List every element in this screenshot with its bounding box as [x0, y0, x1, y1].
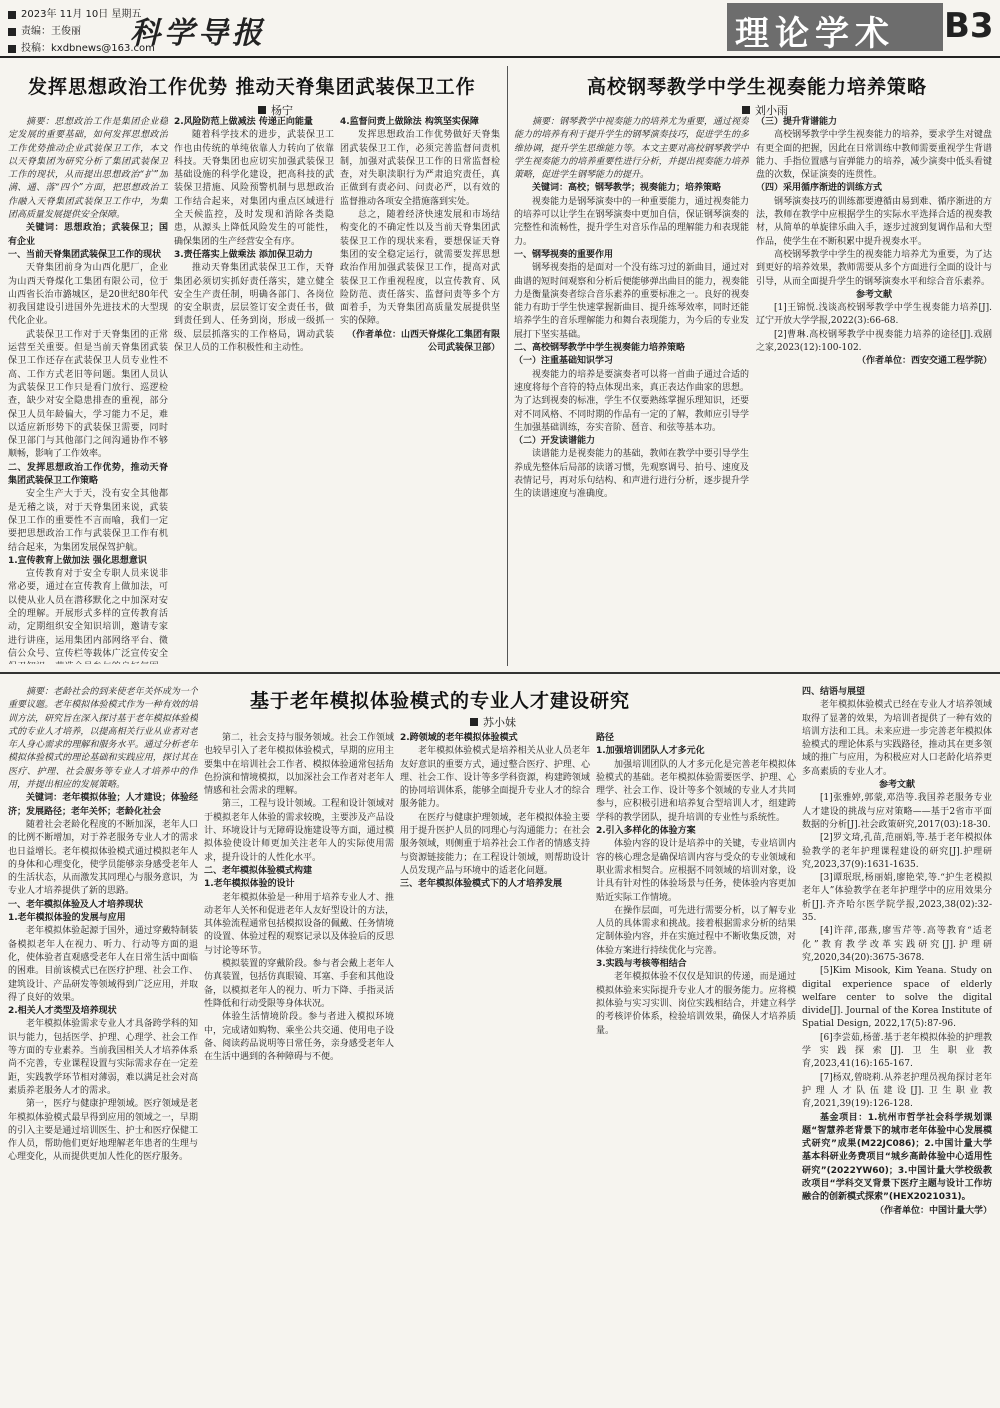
- article2-reference: [2]曹琳.高校钢琴教学中视奏能力培养的途径[J].戏剧之家,2023(12):100-102.: [756, 329, 992, 354]
- article2-paragraph: 高校钢琴教学中学生的视奏能力培养尤为重要，为了达到更好的培养效果，教师需要从多个方面进行全面的设计与引导，从而全面提升学生的钢琴演奏水平和综合音乐素养。: [756, 249, 992, 287]
- article3-reference: [6]李尝茹,杨蕾.基于老年模拟体验的护理教学实践探索[J].卫生职业教育,2023,41(16):165-167.: [802, 1032, 992, 1070]
- article3-paragraph: 体验生活情境阶段。参与者进入模拟环境中，完成诸如购物、乘坐公共交通、使用电子设备、阅读药品说明等日常任务，亲身感受老年人在生活中遇到的各种障碍与不便。: [204, 1012, 394, 1063]
- article2-heading: （三）提升背谱能力: [756, 117, 838, 127]
- article2-references-title: 参考文献: [855, 289, 892, 300]
- square-bullet-icon: [470, 718, 478, 726]
- article3-section2: 二、老年模拟体验模式构建: [204, 865, 313, 876]
- square-bullet-icon: [742, 106, 750, 114]
- article3-paragraph: 老年模拟体验是一种用于培养专业人才、推动老年人关怀和促进老年人友好型设计的方法，其体验流程通常包括模拟设备的佩戴、任务情境的设置、体验过程的观察记录以及体验后的反思与讨论等环节。: [204, 892, 394, 956]
- article3-paragraph: 老年模拟体验需求专业人才具备跨学科的知识与能力，包括医学、护理、心理学、社会工作等方面的专业素养。当前我国相关人才培养体系尚不完善，专业课程设置与实际需求存在一定差距，实践教学环节相对薄弱，难以满足社会对高素质养老服务人才的需求。: [8, 1019, 198, 1096]
- square-bullet-icon: [8, 28, 16, 36]
- article2-section1: 一、钢琴视奏的重要作用: [514, 249, 614, 260]
- article3-paragraph: 老年模拟体验不仅仅是知识的传递，而是通过模拟体验来实际提升专业人才的服务能力。应将模拟体验与实习实训、岗位实践相结合，并建立科学的考核评价体系，检验培训效果，确保人才培养质量。: [596, 972, 796, 1036]
- article1-heading: 2.风险防范上做减法 传递正向能量: [174, 117, 313, 127]
- article2-col2: [756, 116, 992, 664]
- article3-heading: 1.加强培训团队人才多元化: [596, 746, 705, 757]
- article3-paragraph: 在操作层面，可先进行需要分析，以了解专业人员的具体需求和挑战。接着根据需求分析的结果定制体验内容，并在实施过程中不断收集反馈，对体验方案进行持续优化与完善。: [596, 905, 796, 956]
- article1-section2: 二、发挥思想政治工作优势，推动天脊集团武装保卫工作策略: [8, 462, 168, 487]
- article3-section3-cont: 路径: [596, 733, 615, 743]
- article3-abstract: 摘要：老龄社会的到来使老年关怀成为一个重要议题。老年模拟体验模式作为一种有效的培训方法，研究旨在深入探讨基于老年模拟体验模式的专业人才培养，以提高相关行业从业者对老年人身心需求的理解和服务水平。通过分析老年模拟体验模式的理论基础和实践应用，探讨其在医疗、护理、社会服务等专业人才培养中的作用，并提出相应的发展策略。: [8, 687, 198, 791]
- article3-paragraph: 模拟装置的穿戴阶段。参与者会戴上老年人仿真装置，包括仿真眼镜、耳塞、手套和其他设备，以模拟老年人的视力、听力下降、手指灵活性降低和行动受限等身体状况。: [204, 959, 394, 1009]
- article3-reference: [4]许萍,邵燕,廖雪芹等.高等教育“适老化”教育教学改革实践研究[J].护理研究,2020,34(20):3675-3678.: [802, 926, 992, 963]
- article3-section4: 四、结语与展望: [802, 687, 866, 697]
- article2-section2: 二、高校钢琴教学中学生视奏能力培养策略: [514, 343, 686, 354]
- article1-title: 发挥思想政治工作优势 推动天脊集团武装保卫工作: [28, 76, 476, 98]
- article2-affiliation: （作者单位：西安交通工程学院）: [856, 356, 992, 367]
- article1-affiliation: （作者单位：山西天脊煤化工集团有限公司武装保卫部）: [346, 329, 500, 354]
- article1-col2: [174, 116, 334, 664]
- article3-paragraph: 第三，工程与设计领域。工程和设计领域对于模拟老年人体验的需求较晚，主要涉及产品设计、环境设计与无障碍设施建设等方面，通过模拟体验使设计师更加关注老年人的实际使用需求，提升设计的人性化水平。: [204, 799, 394, 863]
- article3-paragraph: 老年模拟体验模式已经在专业人才培养领域取得了显著的效果，为培训者提供了一种有效的培训方法和工具。未来应进一步完善老年模拟体验模式的理论体系与实践路径，推动其在更多领域的推广与应用，为积极应对人口老龄化培养更多高素质的专业人才。: [802, 700, 992, 777]
- article1-col1: [8, 116, 168, 664]
- article2-paragraph: 视奏能力是钢琴演奏中的一种重要能力，通过视奏能力的培养可以让学生在钢琴演奏中更加自信，保证钢琴演奏的完整性和流畅性，提升学生对音乐作品的理解能力和表现能力。: [514, 196, 749, 247]
- article3-col2: [204, 732, 394, 1402]
- article2-author: 刘小雨: [755, 104, 788, 117]
- column-divider: [507, 66, 508, 666]
- article1-paragraph: 安全生产大于天，没有安全其他都是无稽之谈，对于天脊集团来说，武装保卫工作的重要性不言而喻，我们一定要把思想政治工作与武装保卫工作有机结合起来，为集团发展保驾护航。: [8, 489, 168, 553]
- article2-paragraph: 读谱能力是视奏能力的基础，教师在教学中要引导学生养成先整体后局部的读谱习惯，先观察调号、拍号、速度及表情记号，再对乐句结构、和声进行进行分析，逐步提升学生的读谱速度与准确度。: [514, 449, 749, 500]
- article2-heading: （二）开发读谱能力: [514, 436, 596, 447]
- article2-heading: （四）采用循序渐进的训练方式: [756, 183, 883, 194]
- article2-heading: （一）注重基础知识学习: [514, 356, 614, 367]
- article3-paragraph: 随着社会老龄化程度的不断加深，老年人口的比例不断增加，对于养老服务专业人才的需求也日益增长。老年模拟体验模式通过模拟老年人的身体和心理变化，使学员能够亲身感受老年人的生活状态，从而激发其同理心与服务意识，为专业人才培养提供了新的思路。: [8, 819, 198, 897]
- article3-paragraph: 加强培训团队的人才多元化是完善老年模拟体验模式的基础。老年模拟体验需要医学、护理、心理学、社会工作、设计等多个领域的专业人才共同参与，应积极引进和培养复合型培训人才，组建跨学科的教学团队，提升培训的专业性与系统性。: [596, 759, 796, 823]
- section-divider: [0, 672, 1000, 674]
- article2-title: 高校钢琴教学中学生视奏能力培养策略: [587, 76, 928, 98]
- article3-paragraph: 第二，社会支持与服务领域。社会工作领域也较早引入了老年模拟体验模式，早期的应用主要集中在培训社会工作者、模拟体验通常包括角色扮演和情境模拟，以加深社会工作者对老年人情感和社会需求的理解。: [204, 733, 394, 797]
- article1-heading: 4.监督问责上做除法 构筑坚实保障: [340, 117, 479, 127]
- page-number: B3: [944, 6, 994, 46]
- article3-heading: 3.实践与考核等相结合: [596, 959, 687, 970]
- section-title: 理论学术: [735, 14, 895, 54]
- article1-keywords: 关键词：思想政治；武装保卫；国有企业: [8, 223, 168, 247]
- paper-logo: 科学导报: [130, 16, 266, 51]
- article1-paragraph: 总之，随着经济快速发展和市场结构变化的不确定性以及当前天脊集团武装保卫工作的现状来看，要想保证天脊集团的安全稳定运行，就需要发挥思想政治作用加强武装保卫工作，提高对武装保卫工作重视程度，以宣传教育、风险防范、责任落实、监督问责等多个方面着手，为天脊集团高质量发展提供坚实的保障。: [340, 210, 500, 327]
- article3-heading: 2.引入多样化的体验方案: [596, 826, 696, 837]
- article1-section1: 一、当前天脊集团武装保卫工作的现状: [8, 249, 162, 260]
- article1-abstract: 摘要：思想政治工作是集团企业稳定发展的重要基础，如何发挥思想政治工作优势推动企业武装保卫工作，本文以天脊集团为研究分析了集团武装保卫工作的现状，从而提出思想政治“扩”加满、通、落“四个”方面，把思想政治工作融入天脊集团武装保卫工作中，为集团高质量发展提供安全保障。: [8, 117, 168, 221]
- article1-col3: [340, 116, 500, 664]
- article3-reference: [3]谭珉珉,杨丽娟,廖艳荣,等.“护生老模拟老年人”体验教学在老年护理学中的应用效果分析[J].齐齐哈尔医学院学报,2023,38(02):32-35.: [802, 873, 992, 924]
- article1-paragraph: 发挥思想政治工作优势做好天脊集团武装保卫工作，必须完善监督问责机制，加强对武装保卫工作的日常监督检查，对失职渎职行为严肃追究责任，真正做到有责必问、问责必严，以有效的监督推动各项安全措施落到实处。: [340, 130, 500, 207]
- article3-reference: [7]杨双,曾晓莉.从养老护理员视角探讨老年护理人才队伍建设[J].卫生职业教育,2021,39(19):126-128.: [802, 1072, 992, 1110]
- article1-paragraph: 天脊集团前身为山西化肥厂，企业为山西天脊煤化工集团有限公司，位于山西省长治市潞城区，是20世纪80年代初我国建设引进国外先进技术的大型现代化企业。: [8, 263, 168, 327]
- article3-references-title: 参考文献: [878, 780, 915, 791]
- article3-fund: 基金项目：1.杭州市哲学社会科学规划课题“智慧养老背景下的城市老年体验中心发展模式研究”成果(M22JC086)；2.中国计量大学基本科研业务费项目“城乡高龄体验中心适用性研究”(2022YW60)；3.中国计量大学校级教改项目“学科交叉背景下医疗主题与设计工作坊融合的创新模式探索”(HEX2021031)。: [802, 1112, 992, 1203]
- article3-section1: 一、老年模拟体验及人才培养现状: [8, 899, 144, 910]
- square-bullet-icon: [8, 11, 16, 19]
- email-line: 投稿：kxdbnews@163.com: [21, 43, 155, 54]
- issue-date: 2023年 11月 10日 星期五: [21, 9, 142, 20]
- article3-reference: [2]罗文琦,孔苗,范丽娟,等.基于老年模拟体验教学的老年护理课程建设的研究[J].护理研究,2023,37(9):1631-1635.: [802, 833, 992, 870]
- article3-heading: 1.老年模拟体验的设计: [204, 879, 295, 890]
- article3-heading: 2.跨领域的老年模拟体验模式: [400, 733, 518, 743]
- article3-col3: [400, 732, 590, 1402]
- article3-title: 基于老年模拟体验模式的专业人才建设研究: [250, 690, 631, 712]
- article3-reference: [1]张雅婷,郭蒙,邓浩等.我国养老服务专业人才建设的挑战与应对策略——基于2省市平面数据的分析[J].社会政策研究,2017(03):18-30.: [802, 793, 992, 830]
- article2-reference: [1]王锦悦.浅谈高校钢琴教学中学生视奏能力培养[J].辽宁开放大学学报,2022(3):66-68.: [756, 303, 992, 327]
- article3-keywords: 关键词：老年模拟体验；人才建设；体验经济；发展路径；老年关怀；老龄化社会: [8, 793, 198, 817]
- editor-line: 责编：王俊丽: [21, 26, 81, 37]
- article2-paragraph: 视奏能力的培养是要演奏者可以将一首曲子通过合适的速度将每个音符的特点体现出来，真正表达作曲家的思想。为了达到视奏的标准，学生不仅要熟练掌握乐理知识，还要对不同风格、不同时期的作品有一定的了解，教师应引导学生加强基础训练，夯实音阶、琶音、和弦等基本功。: [514, 369, 749, 433]
- article2-keywords: 关键词：高校；钢琴教学；视奏能力；培养策略: [532, 183, 722, 194]
- article3-paragraph: 老年模拟体验模式是培养相关从业人员老年友好意识的重要方式，通过整合医疗、护理、心理、社会工作、设计等多学科资源，构建跨领域的协同培训体系，能够全面提升专业人才的综合服务能力。: [400, 746, 590, 810]
- article1-paragraph: 推动天脊集团武装保卫工作，天脊集团必须切实抓好责任落实，建立健全安全生产责任制，明确各部门、各岗位的安全职责，层层签订安全责任书，做到责任到人、任务到岗，形成一级抓一级、层层抓落实的工作格局，调动武装保卫人员的工作积极性和主动性。: [174, 263, 334, 354]
- article1-paragraph: 随着科学技术的进步，武装保卫工作也由传统的单纯依靠人力转向了依靠科技。天脊集团也应切实加强武装保卫基础设施的科学化建设，把高科技的武装保卫措施、风险预警机制与思想政治工作结合起来，对集团内重点区域进行全天候监控，及时发现和消除各类隐患，从源头上降低风险发生的可能性，确保集团的生产经营安全有序。: [174, 130, 334, 247]
- masthead-rule: [0, 56, 1000, 58]
- article3-paragraph: 老年模拟体验起源于国外，通过穿戴特制装备模拟老年人在视力、听力、行动等方面的退化，使体验者直观感受老年人在日常生活中面临的困难。目前该模式已在医疗护理、社会工作、建筑设计、产品研发等领域得到广泛应用，并取得了良好的效果。: [8, 926, 198, 1003]
- article2-col1: [514, 116, 749, 664]
- article3-reference: [5]Kim Misook, Kim Yeana. Study on digital experience space of elderly welfare center to solve the digital divide[J]. Journal of the Korea Institute of Spatial Design, 2022,17(5):87-96.: [802, 966, 992, 1030]
- article3-col4: [596, 732, 796, 1402]
- article3-paragraph: 在医疗与健康护理领域，老年模拟体验主要用于提升医护人员的同理心与沟通能力；在社会服务领域，则侧重于培养社会工作者的情感支持与资源链接能力；在工程设计领域，则帮助设计人员发现产品与环境中的适老化问题。: [400, 812, 590, 876]
- article2-paragraph: 钢琴视奏指的是面对一个没有练习过的新曲目，通过对曲谱的短时间观察和分析后便能够弹出曲目的能力，视奏能力是衡量演奏者综合音乐素养的重要标准之一。良好的视奏能力有助于学生快速掌握新曲目、提升练琴效率，同时还能培养学生的音乐理解能力和舞台表现能力，为今后的专业发展打下坚实基础。: [514, 263, 749, 340]
- masthead: [0, 0, 1000, 62]
- article3-col5: [802, 686, 992, 1402]
- article3-paragraph: 第一，医疗与健康护理领域。医疗领域是老年模拟体验模式最早得到应用的领域之一，早期的引入主要是通过培训医生、护士和医疗保健工作人员，帮助他们更好地理解老年患者的生理与心理变化，从而提供更加人性化的医疗服务。: [8, 1099, 198, 1163]
- article2-paragraph: 高校钢琴教学中学生视奏能力的培养，要求学生对键盘有更全面的把握，因此在日常训练中教师需要重视学生背谱能力、手指位置感与盲弹能力的培养，减少演奏中低头看键盘的次数，保证演奏的连贯性。: [756, 130, 992, 181]
- square-bullet-icon: [258, 106, 266, 114]
- article3-col1: [8, 686, 198, 1402]
- square-bullet-icon: [8, 45, 16, 53]
- article3-heading: 1.老年模拟体验的发展与应用: [8, 913, 126, 924]
- article2-abstract: 摘要：钢琴教学中视奏能力的培养尤为重要，通过视奏能力的培养有利于提升学生的钢琴演奏技巧，促进学生的多维协调，提升学生思维能力等。本文主要对高校钢琴教学中学生视奏能力的培养重要性进行分析，并提出视奏能力培养策略，促进学生钢琴能力的提升。: [514, 117, 749, 181]
- article1-author: 杨宁: [271, 104, 293, 117]
- article3-heading: 2.相关人才类型及培养现状: [8, 1006, 117, 1017]
- article1-heading: 1.宣传教育上做加法 强化思想意识: [8, 555, 147, 566]
- article3-paragraph: 体验内容的设计是培养中的关键，专业培训内容的核心理念是确保培训内容与受众的专业领域和职业需求相契合。应根据不同领域的培训对象，设计具有针对性的体验场景与任务，使体验内容更加贴近实际工作情境。: [596, 839, 796, 903]
- article1-heading: 3.责任落实上做乘法 添加保卫动力: [174, 249, 313, 260]
- article1-paragraph: 宣传教育对于安全专职人员来说非常必要，通过在宣传教育上做加法，可以使从业人员在潜移默化之中加深对安全的理解。开展形式多样的宣传教育活动，定期组织安全知识培训，邀请专家进行讲座，运用集团内部网络平台、微信公众号、宣传栏等载体广泛宣传安全: [8, 569, 168, 659]
- article2-paragraph: 钢琴演奏技巧的训练都要遵循由易到难、循序渐进的方法，教师在教学中应根据学生的实际水平选择合适的视奏教材，从简单的单旋律乐曲入手，逐步过渡到复调作品和大型作品，使学生在不断积累中提升视奏水平。: [756, 196, 992, 247]
- article3-affiliation: （作者单位：中国计量大学）: [874, 1205, 992, 1216]
- article3-author: 苏小妹: [483, 716, 516, 729]
- article1-paragraph: 武装保卫工作对于天脊集团的正常运营至关重要。但是当前天脊集团武装保卫工作还存在武装保卫人员专业性不高、工作方式老旧等问题。集团人员认为武装保卫工作只是看门放行、巡逻检查，缺少对安全隐患排查的重视，部分保卫人员年龄偏大，学习能力不足，难以适应新形势下的武装保卫需要，同时保卫部门与其他部门之间沟通协作不够顺畅，影响了工作效率。: [8, 329, 168, 460]
- article3-byline: [470, 714, 516, 730]
- article3-section3: 三、老年模拟体验模式下的人才培养发展: [400, 879, 563, 890]
